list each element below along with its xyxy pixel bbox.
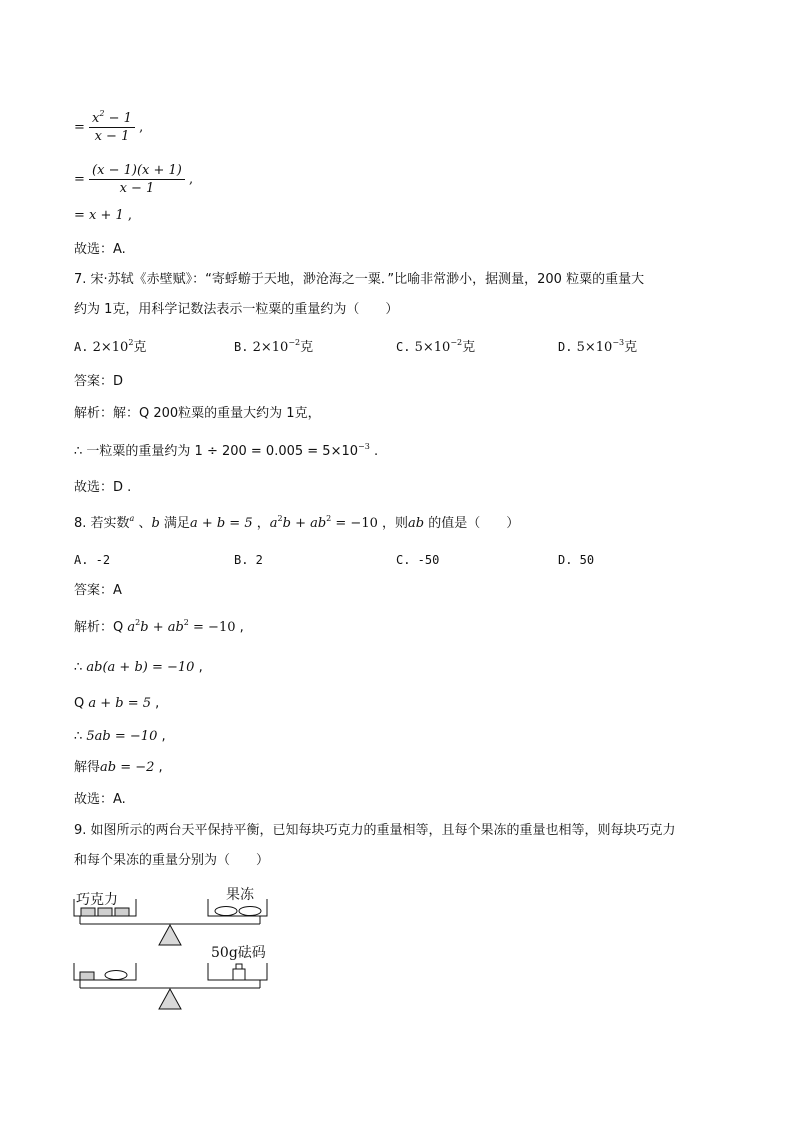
chocolate-label: 巧克力 xyxy=(76,892,118,908)
solution-choice: 故选：A. xyxy=(74,242,126,257)
q8-analysis-4: ∴ 5ab = −10 , xyxy=(74,729,166,744)
jelly-label: 果冻 xyxy=(226,887,254,903)
q7-option-b: B. $2\times 10^{-2}$克 xyxy=(234,338,314,355)
chocolate-pieces-top xyxy=(81,908,129,916)
q7-answer: 答案：D xyxy=(74,374,124,389)
jelly-piece-bottom xyxy=(105,971,127,980)
q8-analysis-5: 解得ab = −2 , xyxy=(74,760,163,775)
chocolate-piece-bottom xyxy=(80,972,94,980)
jelly-pieces-top xyxy=(215,907,261,916)
solution-step-2: = $\frac{(x - 1)(x + 1)}{x - 1}$ , xyxy=(74,163,194,196)
q8-option-c: C. -50 xyxy=(396,553,440,567)
q8-analysis-3: Q a + b = 5 , xyxy=(74,696,160,711)
q8-stem: 8. 若实数$^a$ 、b 满足a + b = 5 ，$a^2b + ab^2 = -10$ ，则ab 的值是（ ） xyxy=(74,514,520,531)
q8-analysis-2: ∴ ab(a + b) = −10 , xyxy=(74,660,203,675)
q7-option-a: A. $2\times 10^2$克 xyxy=(74,338,147,355)
q9-stem-line2: 和每个果冻的重量分别为（ ） xyxy=(74,853,270,868)
q9-stem-line1: 9. 如图所示的两台天平保持平衡，已知每块巧克力的重量相等，且每个果冻的重量也相等，则每块巧克力 xyxy=(74,823,676,838)
weight-label: 50g砝码 xyxy=(211,945,266,961)
solution-step-1: = $\frac{x^2 - 1}{x - 1}$ , xyxy=(74,109,144,144)
fraction: $\frac{x^2 - 1}{x - 1}$ xyxy=(89,110,135,145)
q8-option-a: A. -2 xyxy=(74,553,111,567)
fraction: $\frac{(x - 1)(x + 1)}{x - 1}$ xyxy=(89,162,185,197)
q7-option-d: D. $5\times 10^{-3}$克 xyxy=(558,338,638,355)
weight-icon xyxy=(233,964,245,980)
q8-answer: 答案：A xyxy=(74,583,122,598)
q7-analysis-2: ∴ 一粒粟的重量约为 $1 \div 200 = 0.005 = 5\times 10^{-3}$ . xyxy=(74,442,379,459)
q7-stem-line1: 7. 宋·苏轼《赤壁赋》：“寄蜉蝣于天地，渺沧海之一粟．”比喻非常渺小，据测量，200 粒粟的重量大 xyxy=(74,272,645,287)
q8-option-d: D. 50 xyxy=(558,553,595,567)
q7-stem-line2: 约为 1克，用科学记数法表示一粒粟的重量约为（ ） xyxy=(74,302,399,317)
q8-choice: 故选：A. xyxy=(74,792,126,807)
q7-choice: 故选：D . xyxy=(74,480,132,495)
balance-figure xyxy=(70,885,280,1015)
q7-analysis-1: 解析：解：Q 200粒粟的重量大约为 1克， xyxy=(74,406,321,421)
q8-option-b: B. 2 xyxy=(234,553,263,567)
q7-option-c: C. $5\times 10^{-2}$克 xyxy=(396,338,476,355)
q8-analysis-1: 解析：Q $a^2b + ab^2 = -10$ , xyxy=(74,618,244,635)
solution-step-3: = x + 1 , xyxy=(74,208,133,223)
